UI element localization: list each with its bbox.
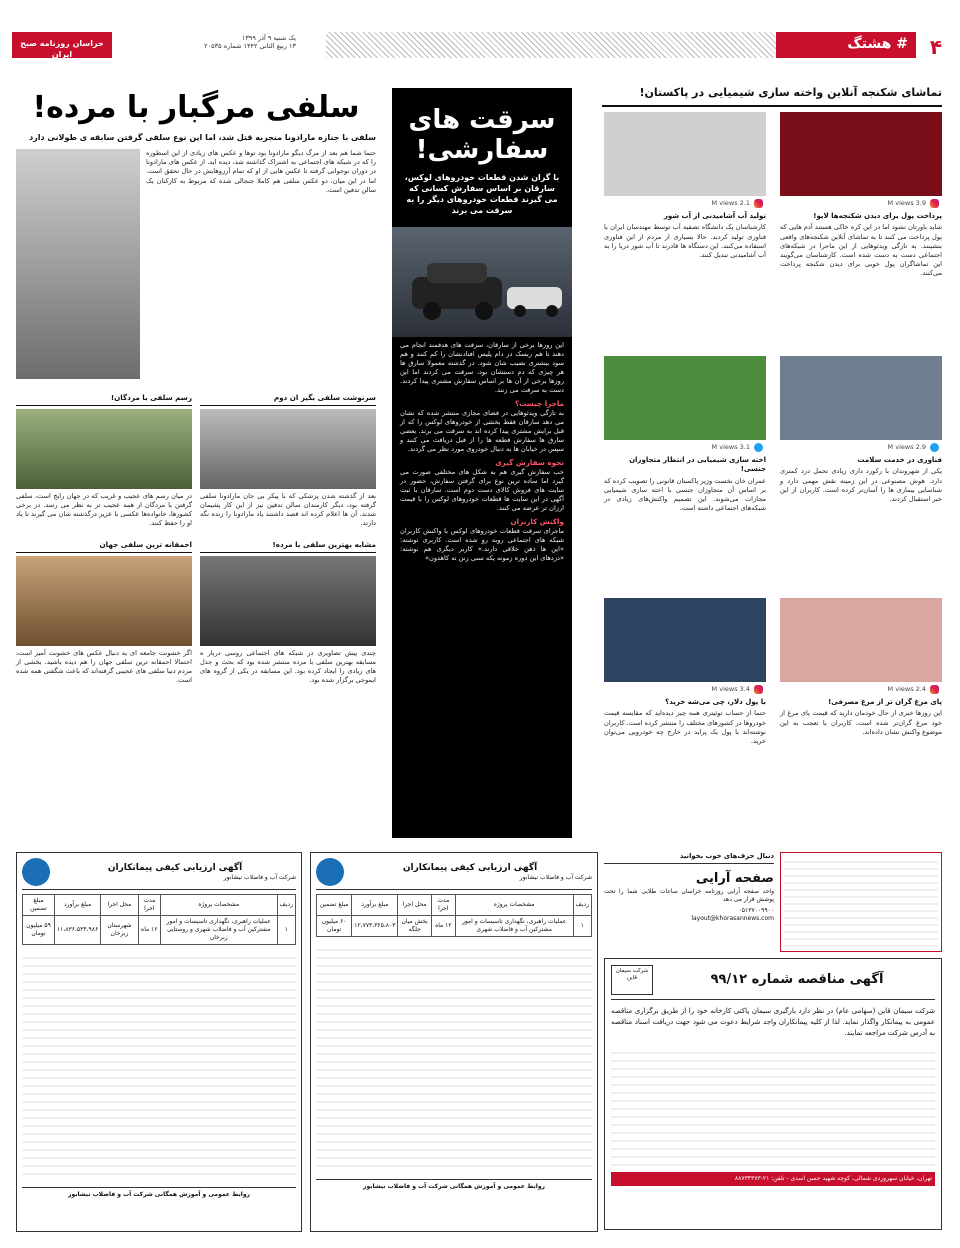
card-photo bbox=[604, 598, 766, 682]
card-text: یکی از شهروندان با رکورد داری زیادی تحمل درد کمتری دارد. هوش مصنوعی در این زمینه نقش مهمی دارد و شناسایی بیماری ها را آسان‌تر کرده است. کاربران از این خبر استقبال کردند. bbox=[780, 467, 942, 503]
ad-table-header: محل اجرا bbox=[101, 895, 139, 916]
ad-table-cell: بخش میان جلگه bbox=[398, 916, 431, 937]
car-theft-sub2: نحوه سفارش گیری bbox=[495, 458, 564, 468]
box1-photo bbox=[200, 409, 376, 489]
tender-text-lines bbox=[611, 1046, 935, 1166]
box2-title: رسم سلفی با مردگان! bbox=[16, 391, 192, 406]
ad-table-header: مشخصات پروژه bbox=[455, 895, 573, 916]
ad-table-cell: عملیات راهبری، نگهداری تاسیسات و امور مشترکین آب و فاضلاب شهری bbox=[455, 916, 573, 937]
social-card bbox=[780, 356, 942, 504]
header-hatch bbox=[326, 32, 776, 58]
car-theft-title: سرقت های سفارشی! bbox=[408, 105, 556, 165]
twitter-icon bbox=[930, 443, 939, 452]
box4-text: اگر خشونت جامعه ای به دنبال عکس های خشونت آمیز است، احتمالا احمقانه ترین سلفی جهان را هم دیده باشید. بخشی از مردم دنیا سلفی های عجیبی گرفته‌اند که باعث شگفتی همه شده است. bbox=[16, 649, 192, 685]
social-card bbox=[604, 356, 766, 513]
tender-title: آگهی مناقصه شماره ۹۹/۱۲ bbox=[710, 972, 884, 988]
ad-table bbox=[22, 894, 296, 945]
social-card bbox=[780, 112, 942, 278]
ad-left bbox=[16, 852, 302, 1232]
instagram-icon bbox=[930, 199, 939, 208]
card-text: این روزها خبری از حال خودمان دارید که قیمت پای مرغ از خود مرغ گران‌تر شده است. کاربران با تعجب به این موضوع واکنش نشان داده‌اند. bbox=[780, 709, 942, 736]
ad-table-header: مبلغ تضمین bbox=[23, 895, 55, 916]
newspaper-logo: خراسان روزنامه صبح ایران bbox=[12, 32, 112, 58]
card-title: پای مرغ گران تر از مرغ مصرفی! bbox=[828, 698, 942, 706]
car-theft-sub1: ماجرا چیست؟ bbox=[515, 399, 564, 409]
ad-table-cell: ۱ bbox=[573, 916, 591, 937]
ad-table-cell: ۱۲ ماه bbox=[431, 916, 455, 937]
box2-photo bbox=[16, 409, 192, 489]
card-photo bbox=[780, 598, 942, 682]
box1-text: بعد از گذشته شدن پزشکی که با پیکر بی جان مارادونا سلفی گرفته بود، دیگر کارمندان سالن تدفین نیز از این کار پشیمان شدند. آن ها اعلام کرده اند قصد داشتند یاد مارادونا را زنده نگه دارند. bbox=[200, 492, 376, 528]
car-theft-text1: به تازگی ویدئوهایی در فضای مجازی منتشر شده که نشان می دهد سارقان فقط بخشی از خودروهای لوکس را که از قبل برایش مشتری پیدا کرده اند به سرقت می برند. بعضی سارق ها سفارش قطعه ها را از قبل دریافت می کنند و سپس در خیابان ها به دنبال خودروی مورد نظر می گردند. bbox=[400, 408, 564, 454]
page-info-text: واحد صفحه آرایی روزنامه خراسان ساعات طلایی شما را تحت پوشش قرار می دهد bbox=[604, 887, 774, 903]
page-info-phone: ۰۵۱۳۷۰۰۹۹۰۰ bbox=[738, 906, 774, 914]
ad-table-cell: شهرستان زبرخان bbox=[101, 916, 139, 945]
page-number: ۴ bbox=[929, 35, 943, 59]
page-header bbox=[12, 28, 948, 62]
ad-company: شرکت آب و فاضلاب نیشابور bbox=[223, 874, 296, 882]
ad-company: شرکت آب و فاضلاب نیشابور bbox=[519, 874, 592, 882]
section-tag: # هشتگ bbox=[776, 32, 916, 58]
box4-photo bbox=[16, 556, 192, 646]
ad-right bbox=[310, 852, 598, 1232]
ad-footer: روابط عمومی و آموزش همگانی شرکت آب و فاضلاب نیشابور bbox=[316, 1179, 592, 1191]
ad-table-header: ردیف bbox=[277, 895, 295, 916]
instagram-icon bbox=[754, 199, 763, 208]
selfie-intro: حتما شما هم بعد از مرگ دیگو مارادونا بود توها و عکس های زیادی از این اسطوره را که در شبکه های اجتماعی به اشتراک گذاشته شد، دیده اید. از عکس های مارادونا در دوران نوجوانی گرفته تا عکس هایی از او که تمام آرزوهایش در حال تحقق است. اما در این میان، دو عکس سلفی هم کاملا جنجالی شده که مربوط به کارکنان یک سالن تدفین است. bbox=[146, 149, 376, 194]
box3-text: چندی پیش تصاویری در شبکه های اجتماعی روسی دربار ه مسابقه بهترین سلفی با مرده منتشر شده بود که بحث و جدل های زیادی را ایجاد کرده بود. این مسابقه در یکی از گروه های ایموجی برگزار شده بود. bbox=[200, 649, 376, 685]
water-logo-icon bbox=[316, 858, 344, 886]
maradona-selfie-photo bbox=[16, 149, 140, 379]
instagram-icon bbox=[930, 685, 939, 694]
ad-title: آگهی ارزیابی کیفی پیمانکاران bbox=[402, 862, 538, 873]
ad-footer: روابط عمومی و آموزش همگانی شرکت آب و فاضلاب نیشابور bbox=[22, 1187, 296, 1199]
ad-table-cell: ۱۲،۷۷۳،۳۶۵،۸۰۳ bbox=[352, 916, 398, 937]
card-text: شاید باورتان نشود اما در این کره خاکی هستند آدم هایی که پول پرداخت می کنند تا به تماشای آنلاین شکنجه‌های واقعی بنشینند. به تازگی ویدئوهایی از این ماجرا در شبکه‌های اجتماعی دست به دست شده است. کارشناسان می‌گویند این تماشاگران پول خوبی برای دیدن شکنجه پرداخت می‌کنند. bbox=[780, 223, 942, 277]
ad-table-header: مبلغ تضمین bbox=[317, 895, 352, 916]
pakistan-section bbox=[602, 86, 942, 846]
car-theft-text3: ماجرای سرقت قطعات خودروهای لوکس با واکنش کاربران شبکه های اجتماعی روبه رو شده است. کاربری نوشته: «این ها ذهن خلاقی دارند.» کاربر دیگری هم نوشته: «دزدهای این دوره زمونه یکه سنی زنن نه کاهدون» bbox=[400, 527, 564, 563]
social-card bbox=[604, 112, 766, 260]
social-card bbox=[780, 598, 942, 737]
page-info-email[interactable]: layout@khorasannews.com bbox=[691, 915, 774, 922]
ad-table-header: مبلغ برآورد bbox=[352, 895, 398, 916]
box3-title: مشابه بهترین سلفی با مرده! bbox=[200, 538, 376, 553]
card-views: 3.1 M views bbox=[711, 442, 750, 451]
card-text: حتما از حساب توئیتری همه چیز دیده‌اید که مقایسه قیمت خودروها در کشورهای مختلف را منتشر کرده است. کاربران نوشته‌اند با پول یک پراید در خارج چه خودرویی می‌توان خرید. bbox=[604, 709, 766, 745]
page-info-tagline: دنبال حرف‌های خوب بخوانید bbox=[604, 852, 774, 864]
box3-photo bbox=[200, 556, 376, 646]
car-theft-sub3: واکنش کاربران bbox=[510, 517, 564, 527]
page-info-box bbox=[604, 852, 774, 952]
card-text: کارشناسان یک دانشگاه تصفیه آب توسط مهندسان ایران با فناوری تولید کردند. حالا بسیاری از مردم از این فناوری استفاده می‌کنند. این دستگاه ها قادرند تا آب شور دریا را به آب آشامیدنی تبدیل کنند. bbox=[604, 223, 766, 259]
card-views: 2.4 M views bbox=[887, 684, 926, 693]
card-views: 2.1 M views bbox=[711, 198, 750, 207]
ad-title: آگهی ارزیابی کیفی پیمانکاران bbox=[107, 862, 243, 873]
card-photo bbox=[780, 356, 942, 440]
small-notice-box bbox=[780, 852, 942, 952]
car-theft-lead: با گران شدن قطعات خودروهای لوکس، سارقان بر اساس سفارش کسانی که می گیرند قطعات خودروهای دیگر را به سرقت می برند bbox=[404, 172, 560, 216]
card-views: 3.4 M views bbox=[711, 684, 750, 693]
ad-table-header: ردیف bbox=[573, 895, 591, 916]
car-icon bbox=[392, 227, 572, 337]
car-theft-section bbox=[392, 88, 572, 838]
ad-table-cell: ۶۰ میلیون تومان bbox=[317, 916, 352, 937]
ad-table-cell: ۵۹ میلیون تومان bbox=[23, 916, 55, 945]
twitter-icon bbox=[754, 443, 763, 452]
card-title: تولید آب آشامیدنی از آب شور bbox=[663, 212, 766, 220]
card-title: فناوری در خدمت سلامت bbox=[857, 456, 942, 464]
selfie-section bbox=[16, 88, 376, 685]
ad-table-cell: ۱ bbox=[277, 916, 295, 945]
page-info-title: صفحه آرایی bbox=[695, 871, 774, 887]
box2-text: در میان رسم های عجیب و غریب که در جهان رایج است، سلفی گرفتن با مردگان از همه عجیب تر به نظر می رسد. در برخی کشورها، خانواده‌ها عکسی با عزیز درگذشته شان می گیرند تا یاد او را حفظ کنند. bbox=[16, 492, 192, 528]
ad-text-lines bbox=[316, 943, 592, 1173]
ad-table-header: مدت اجرا bbox=[431, 895, 455, 916]
card-title: با پول دلار، چی می‌شه خرید؟ bbox=[665, 698, 766, 706]
card-photo bbox=[604, 356, 766, 440]
tender-body: شرکت سیمان قاین (سهامی عام) در نظر دارد بارگیری سیمان پاکتی کارخانه خود را از طریق برگزاری مناقصه عمومی به پیمانکار واگذار نماید. لذا از کلیه پیمانکاران واجد شرایط دعوت می شود جهت دریافت اسناد مناقصه به آدرس شرکت مراجعه نمایند. bbox=[611, 1007, 935, 1038]
ad-text-lines bbox=[22, 951, 296, 1181]
ad-table-header: مشخصات پروژه bbox=[160, 895, 277, 916]
tender-ad bbox=[604, 958, 942, 1230]
box1-title: سرنوشت سلفی بگیر ان دوم bbox=[200, 391, 376, 406]
ad-table-header: محل اجرا bbox=[398, 895, 431, 916]
instagram-icon bbox=[754, 685, 763, 694]
car-theft-text2: خب سفارش گیری هم به شکل های مختلفی صورت می گیرد اما ساده ترین نوع برای گرفتن سفارش، حضور در سایت های فروش کالای دست دوم است. سارقان با ثبت آگهی در این سایت ها قطعات خودروهای لوکس را با قیمت ارزان تر عرضه می کنند. bbox=[400, 468, 564, 513]
ad-table-cell: ۱۱،۸۳۶،۵۳۴،۹۸۶ bbox=[54, 916, 100, 945]
selfie-title: سلفی مرگبار با مرده! bbox=[32, 90, 360, 125]
car-photo bbox=[392, 227, 572, 337]
water-logo-icon bbox=[22, 858, 50, 886]
card-photo bbox=[780, 112, 942, 196]
ad-table-cell: عملیات راهبری، نگهداری تاسیسات و امور مشترکین آب و فاضلاب شهری و روستایی زبرخان bbox=[160, 916, 277, 945]
ad-table-cell: ۱۲ ماه bbox=[138, 916, 160, 945]
card-text: عمران خان نخست وزیر پاکستان قانونی را تصویب کرده که بر اساس آن متجاوزان جنسی با اخته سازی شیمیایی مجازات می‌شوند. این تصمیم واکنش‌های زیادی در شبکه‌های اجتماعی داشته است. bbox=[604, 476, 766, 513]
selfie-subtitle: سلفی با جنازه مارادونا منجربه قتل شد، اما این نوع سلفی گرفتن سابقه ی طولانی دارد bbox=[29, 132, 376, 142]
ad-table bbox=[316, 894, 592, 937]
card-title: اخته سازی شیمیایی در انتظار متجاوزان جنسی! bbox=[629, 456, 766, 474]
ad-table-header: مبلغ برآورد bbox=[54, 895, 100, 916]
company-logo: شرکت سیمان قاین bbox=[611, 965, 653, 995]
pakistan-title: تماشای شکنجه آنلاین واخته سازی شیمیایی در پاکستان! bbox=[602, 86, 942, 107]
tender-footer: تهران، خیابان سهروردی شمالی، کوچه شهید حسن اسدی - تلفن: ۲۱-۸۸۷۳۴۳۷۳ bbox=[611, 1172, 935, 1186]
car-theft-body: این روزها برخی از سارقان، سرقت های هدفمند انجام می دهند تا هم ریسک در دام پلیس افتادنشان را کم کنند و هم سود بیشتری نصیب شان شود. در گذشته معمولا سارق ها هر چیزی که دم دستشان بود، سرقت می کردند اما این روزها برخی از آن ها بر اساس سفارش مشتری پیدا کردند. دست به سرقت می زنند. bbox=[400, 340, 564, 394]
date-line: یک شنبه ۹ آذر ۱۳۹۹ ۱۳ ربیع الثانی ۱۴۴۲ شماره ۲۰۵۳۵ bbox=[204, 34, 296, 51]
card-views: 2.9 M views bbox=[887, 442, 926, 451]
card-title: پرداخت پول برای دیدن شکنجه‌ها لایو! bbox=[813, 212, 942, 220]
social-card bbox=[604, 598, 766, 746]
ad-table-header: مدت اجرا bbox=[138, 895, 160, 916]
card-views: 3.9 M views bbox=[887, 198, 926, 207]
card-photo bbox=[604, 112, 766, 196]
box4-title: احمقانه ترین سلفی جهان bbox=[16, 538, 192, 553]
